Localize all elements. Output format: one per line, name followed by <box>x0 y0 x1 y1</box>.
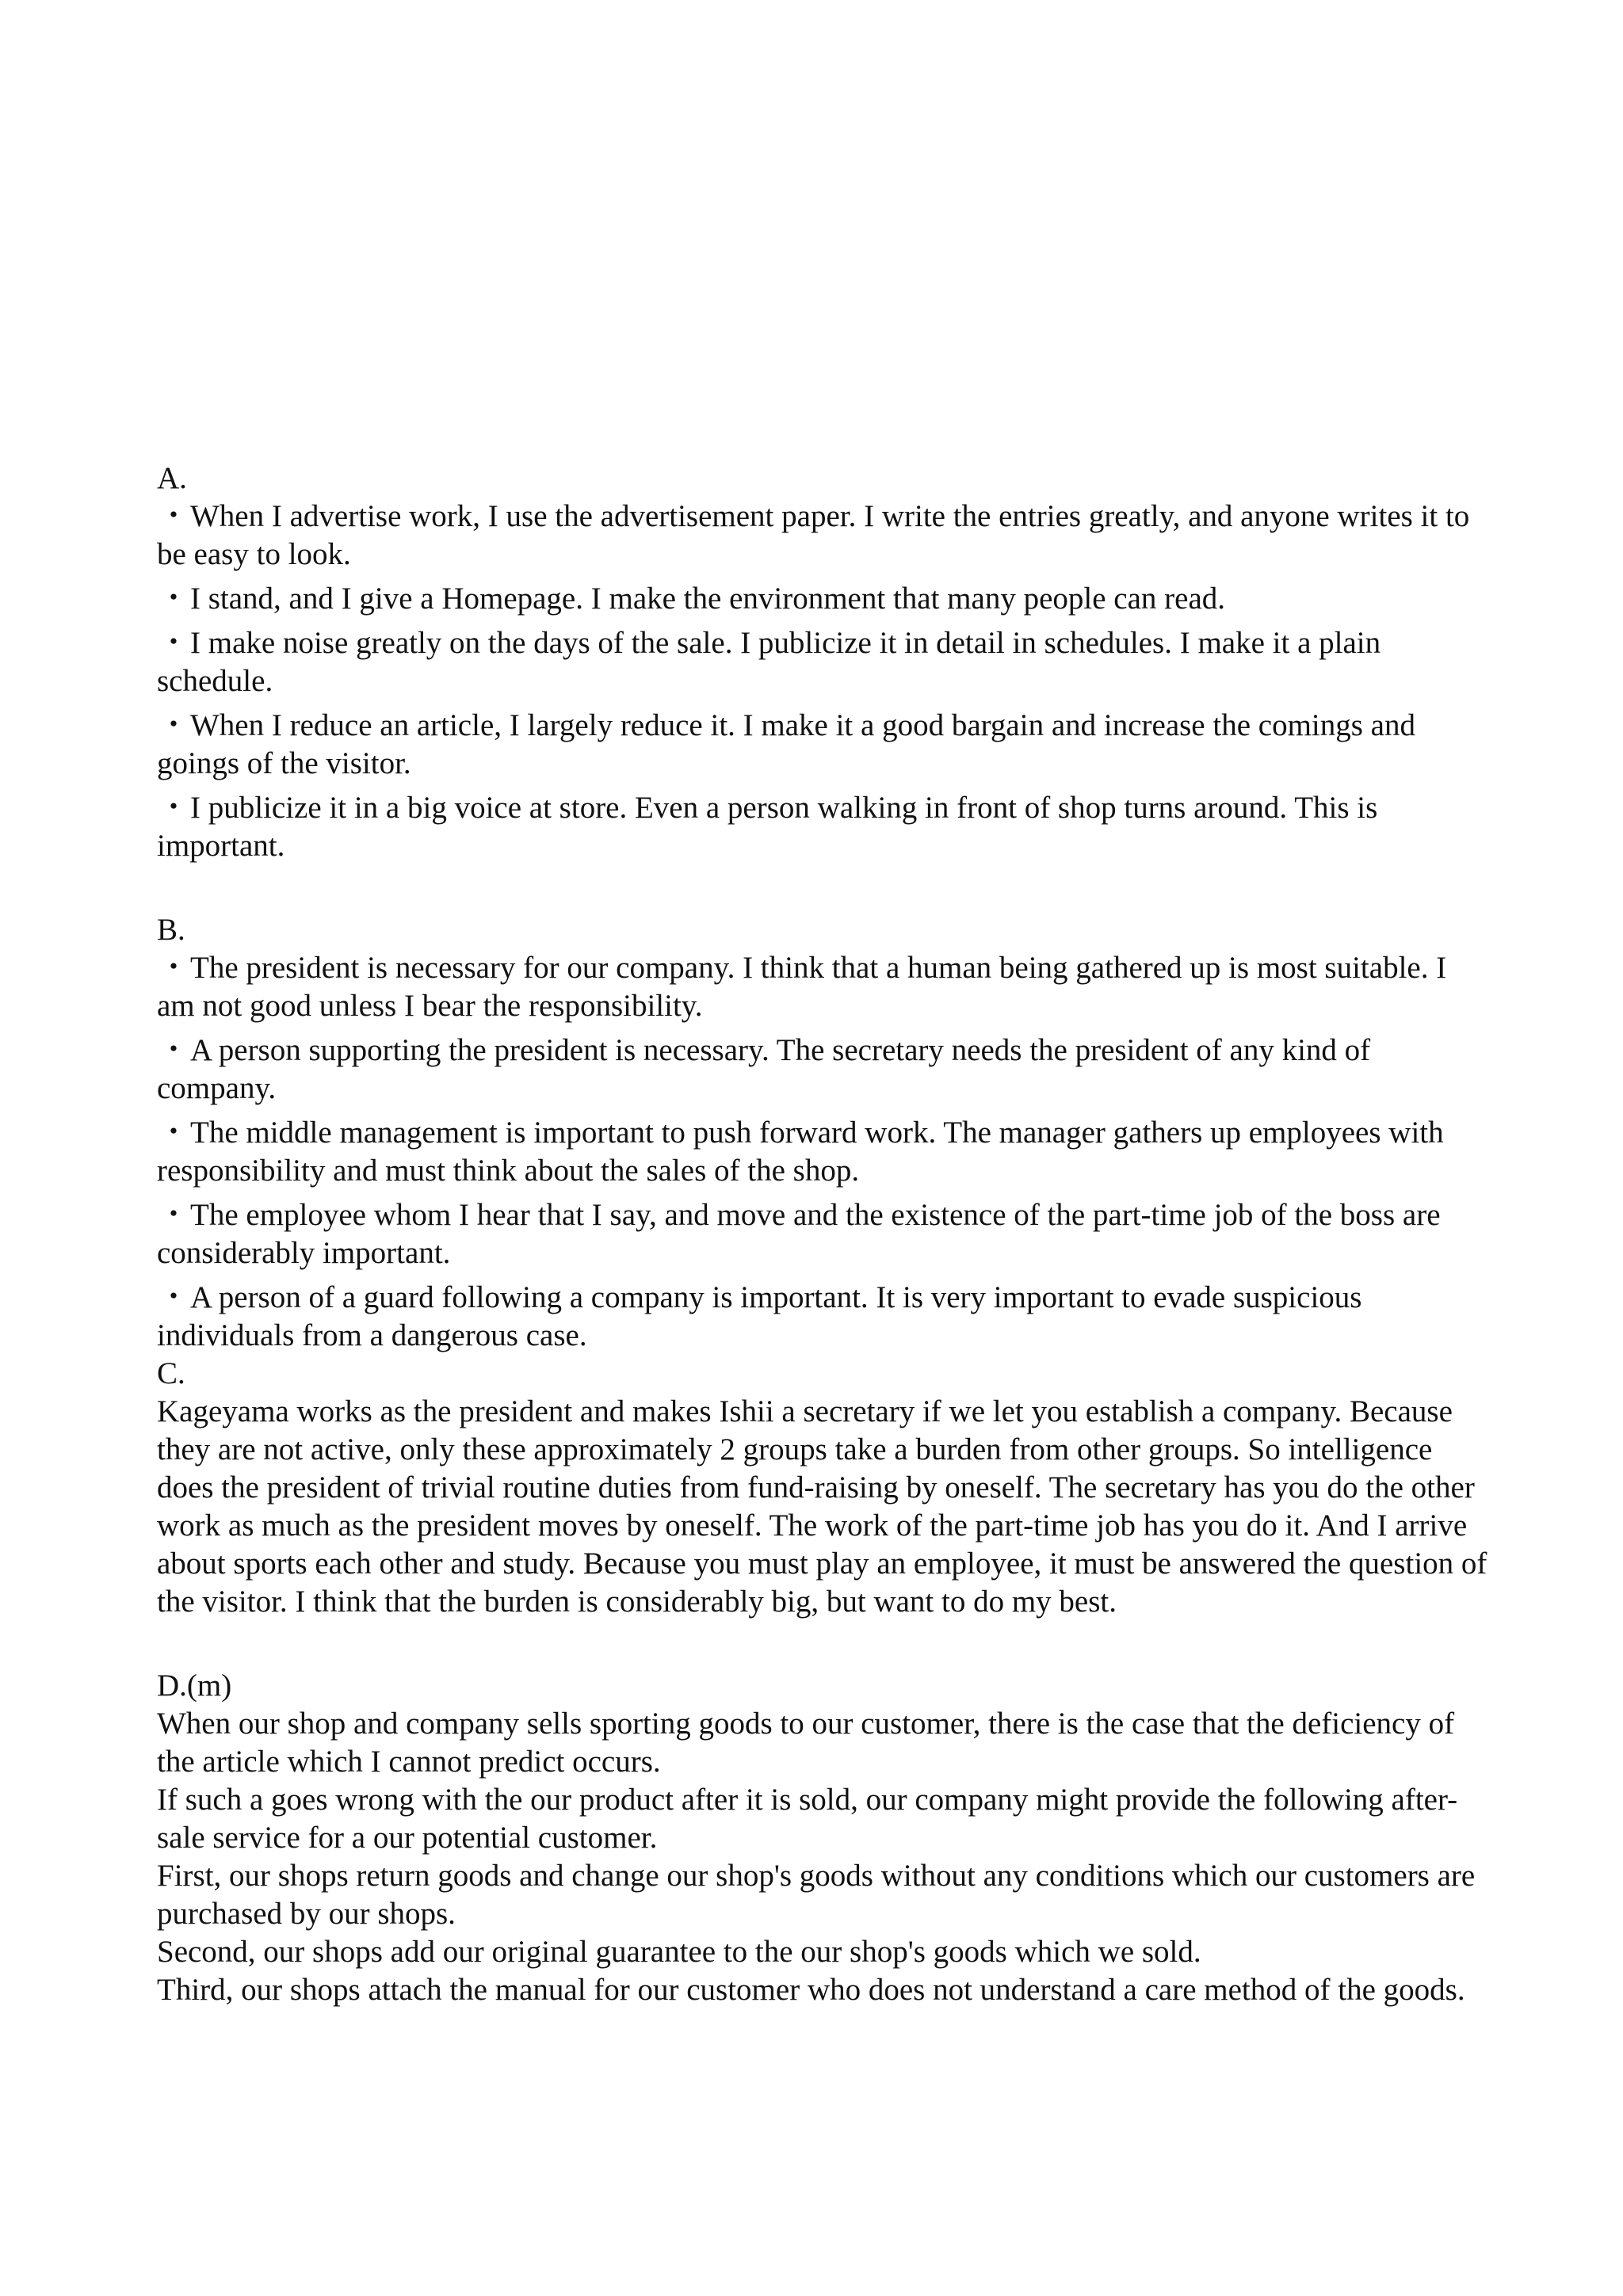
section-d-paragraph: First, our shops return goods and change our shop's goods without any conditions which our customers are purchased by our shops. <box>157 1859 1476 1931</box>
section-b-label: B. <box>157 913 185 947</box>
section-d-paragraph: Second, our shops add our original guarantee to the our shop's goods which we sold. <box>157 1935 1201 1969</box>
bullet-icon: ・ <box>158 951 189 985</box>
list-item-text: I publicize it in a big voice at store. Even a person walking in front of shop turns around. This is important. <box>157 791 1378 863</box>
section-d <box>157 1667 1488 2009</box>
list-item-text: The employee whom I hear that I say, and move and the existence of the part-time job of the boss are considerably important. <box>157 1198 1441 1270</box>
section-a-list <box>157 498 1488 865</box>
bullet-icon: ・ <box>158 791 189 825</box>
document-body <box>157 460 1488 2009</box>
section-spacer <box>157 1621 1488 1667</box>
bullet-icon: ・ <box>158 708 189 742</box>
list-item-text: A person supporting the president is necessary. The secretary needs the president of any kind of company. <box>157 1033 1371 1105</box>
section-c <box>157 1355 1488 1621</box>
bullet-icon: ・ <box>158 626 189 660</box>
section-a <box>157 460 1488 865</box>
list-item <box>157 624 1488 700</box>
bullet-icon: ・ <box>158 1198 189 1232</box>
section-d-label: D.(m) <box>157 1669 232 1703</box>
list-item-text: I stand, and I give a Homepage. I make the environment that many people can read. <box>190 582 1226 616</box>
list-item <box>157 580 1488 618</box>
section-c-label: C. <box>157 1356 185 1390</box>
section-b <box>157 911 1488 1355</box>
list-item <box>157 1279 1488 1355</box>
list-item <box>157 1196 1488 1272</box>
bullet-icon: ・ <box>158 499 189 533</box>
section-c-paragraph: Kageyama works as the president and makes Ishii a secretary if we let you establish a company. Because they are not active, only these approximately 2 groups take a burden from other groups. So intelligence does the president of trivial routine duties from fund-raising by oneself. The secretary has you do the other work as much as the president moves by oneself. The work of the part-time job has you do it. And I arrive about sports each other and study. Because you must play an employee, it must be answered the question of the visitor. I think that the burden is considerably big, but want to do my best. <box>157 1394 1487 1619</box>
bullet-icon: ・ <box>158 1280 189 1314</box>
list-item <box>157 1114 1488 1190</box>
bullet-icon: ・ <box>158 1116 189 1150</box>
list-item-text: When I reduce an article, I largely reduce it. I make it a good bargain and increase the comings and goings of the visitor. <box>157 708 1415 780</box>
list-item-text: The middle management is important to push forward work. The manager gathers up employees with responsibility and must think about the sales of the shop. <box>157 1116 1444 1188</box>
list-item <box>157 949 1488 1025</box>
list-item <box>157 789 1488 865</box>
section-d-paragraph: Third, our shops attach the manual for our customer who does not understand a care method of the goods. <box>157 1973 1465 2007</box>
section-d-paragraph: When our shop and company sells sporting goods to our customer, there is the case that the deficiency of the article which I cannot predict occurs. <box>157 1707 1455 1779</box>
list-item <box>157 498 1488 574</box>
section-spacer <box>157 865 1488 911</box>
bullet-icon: ・ <box>158 1033 189 1067</box>
section-a-label: A. <box>157 461 187 495</box>
section-b-list <box>157 949 1488 1355</box>
list-item <box>157 1032 1488 1108</box>
list-item-text: I make noise greatly on the days of the sale. I publicize it in detail in schedules. I make it a plain schedule. <box>157 626 1381 698</box>
list-item <box>157 707 1488 783</box>
list-item-text: A person of a guard following a company is important. It is very important to evade suspicious individuals from a dangerous case. <box>157 1280 1362 1352</box>
bullet-icon: ・ <box>158 582 189 616</box>
list-item-text: When I advertise work, I use the advertisement paper. I write the entries greatly, and anyone writes it to be easy to look. <box>157 499 1470 571</box>
section-d-paragraph: If such a goes wrong with the our product after it is sold, our company might provide the following after-sale service for a our potential customer. <box>157 1783 1458 1855</box>
list-item-text: The president is necessary for our company. I think that a human being gathered up is most suitable. I am not good unless I bear the responsibility. <box>157 951 1447 1023</box>
